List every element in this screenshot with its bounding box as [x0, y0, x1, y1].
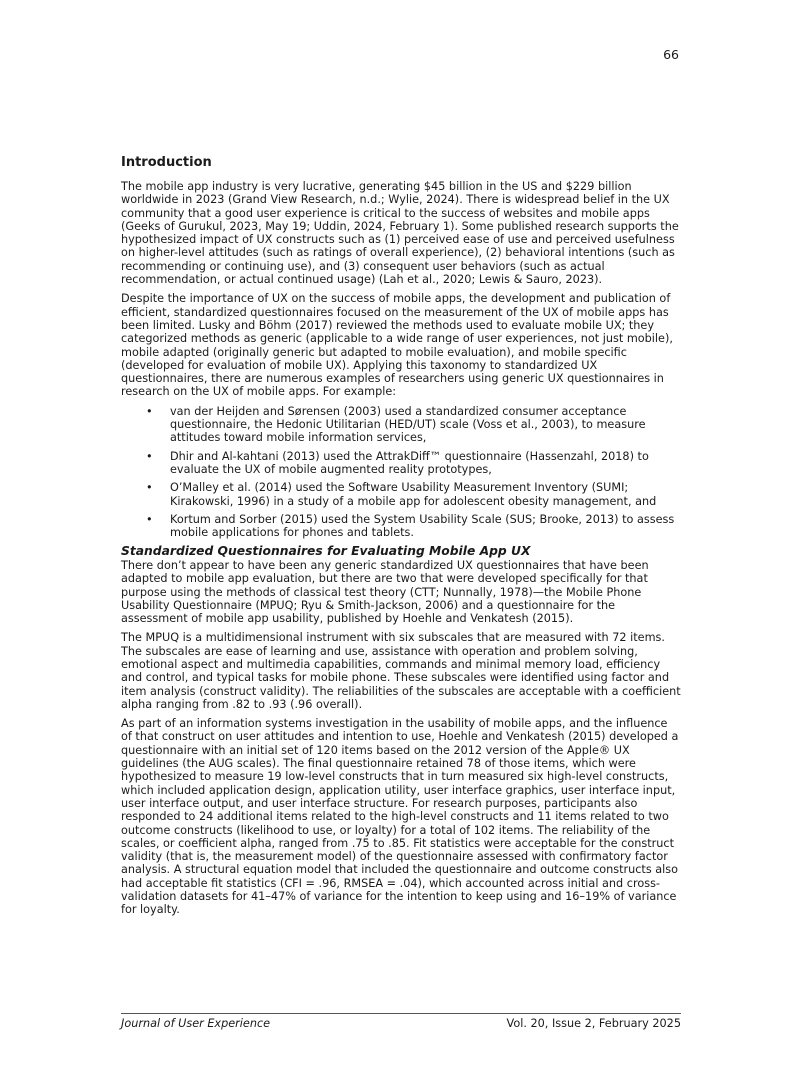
section-paragraph-3: As part of an information systems investigation in the usability of mobile apps, and the influence of that construct on user attitudes and intention to use, Hoehle and Venkatesh (2015) developed a questionnaire with an initial set of 120 items based on the 2012 version of the Apple® UX guidelines (the AUG scales). The final questionnaire retained 78 of those items, which were hypothesized to measure 19 low-level constructs that in turn measured six high-level constructs, which included application design, application utility, user interface graphics, user interface input, user interface output, and user interface structure. For research purposes, participants also responded to 24 additional items related to the high-level constructs and 11 items related to two outcome constructs (likelihood to use, or loyalty) for a total of 102 items. The reliability of the scales, or coefficient alpha, ranged from .75 to .85. Fit statistics were acceptable for the construct validity (that is, the measurement model) of the questionnaire assessed with confirmatory factor analysis. A structural equation model that included the questionnaire and outcome constructs also had acceptable fit statistics (CFI = .96, RMSEA = .04), which accounted across initial and cross-validation datasets for 41–47% of variance for the intention to keep using and 16–19% of variance for loyalty.	[121, 717, 679, 917]
article-body	[121, 155, 681, 923]
intro-paragraph-2: Despite the importance of UX on the success of mobile apps, the development and publication of efficient, standardized questionnaires focused on the measurement of the UX of mobile apps has been limited. Lusky and Böhm (2017) reviewed the methods used to evaluate mobile UX; they categorized methods as generic (applicable to a wide range of user experiences, not just mobile), mobile adapted (originally generic but adapted to mobile evaluation), and mobile specific (developed for evaluation of mobile UX). Applying this taxonomy to standardized UX questionnaires, there are numerous examples of researchers using generic UX questionnaires in research on the UX of mobile apps. For example:	[121, 292, 673, 399]
section-heading: Introduction	[121, 155, 212, 170]
page-number: 66	[663, 47, 679, 62]
footer-issue-info: Vol. 20, Issue 2, February 2025	[506, 1017, 681, 1030]
list-item: • Kortum and Sorber (2015) used the System Usability Scale (SUS; Brooke, 2013) to assess mobile applications for phones and tablets.	[170, 513, 681, 540]
subsection-heading: Standardized Questionnaires for Evaluating Mobile App UX	[121, 544, 531, 559]
list-item: • O’Malley et al. (2014) used the Software Usability Measurement Inventory (SUMI; Kirakowski, 1996) in a study of a mobile app for adolescent obesity management, and	[170, 481, 681, 508]
footer-journal-name: Journal of User Experience	[121, 1017, 271, 1030]
intro-paragraph-1: The mobile app industry is very lucrative, generating $45 billion in the US and $229 billion worldwide in 2023 (Grand View Research, n.d.; Wylie, 2024). There is widespread belief in the UX community that a good user experience is critical to the success of websites and mobile apps (Geeks of Gurukul, 2023, May 19; Uddin, 2024, February 1). Some published research supports the hypothesized impact of UX constructs such as (1) perceived ease of use and perceived usefulness on higher-level attitudes (such as ratings of overall experience), (2) behavioral intentions (such as recommending or continuing use), and (3) consequent user behaviors (such as actual recommendation, or actual continued usage) (Lah et al., 2020; Lewis & Sauro, 2023).	[121, 180, 679, 287]
examples-list	[121, 405, 681, 540]
section-paragraph-1: There don’t appear to have been any generic standardized UX questionnaires that have been adapted to mobile app evaluation, but there are two that were developed specifically for that purpose using the methods of classical test theory (CTT; Nunnally, 1978)—the Mobile Phone Usability Questionnaire (MPUQ; Ryu & Smith-Jackson, 2006) and a questionnaire for the assessment of mobile app usability, published by Hoehle and Venkatesh (2015).	[121, 558, 649, 626]
list-item: • van der Heijden and Sørensen (2003) used a standardized consumer acceptance questionnaire, the Hedonic Utilitarian (HED/UT) scale (Voss et al., 2003), to measure attitudes toward mobile information services,	[170, 405, 681, 445]
section-paragraph-2: The MPUQ is a multidimensional instrument with six subscales that are measured with 72 items. The subscales are ease of learning and use, assistance with operation and problem solving, emotional aspect and multimedia capabilities, commands and minimal memory load, efficiency and control, and typical tasks for mobile phone. These subscales were identified using factor and item analysis (construct validity). The reliabilities of the subscales are acceptable with a coefficient alpha ranging from .82 to .93 (.96 overall).	[121, 631, 681, 711]
list-item: • Dhir and Al-kahtani (2013) used the AttrakDiff™ questionnaire (Hassenzahl, 2018) to evaluate the UX of mobile augmented reality prototypes,	[170, 450, 681, 477]
footer-divider	[121, 1013, 681, 1014]
